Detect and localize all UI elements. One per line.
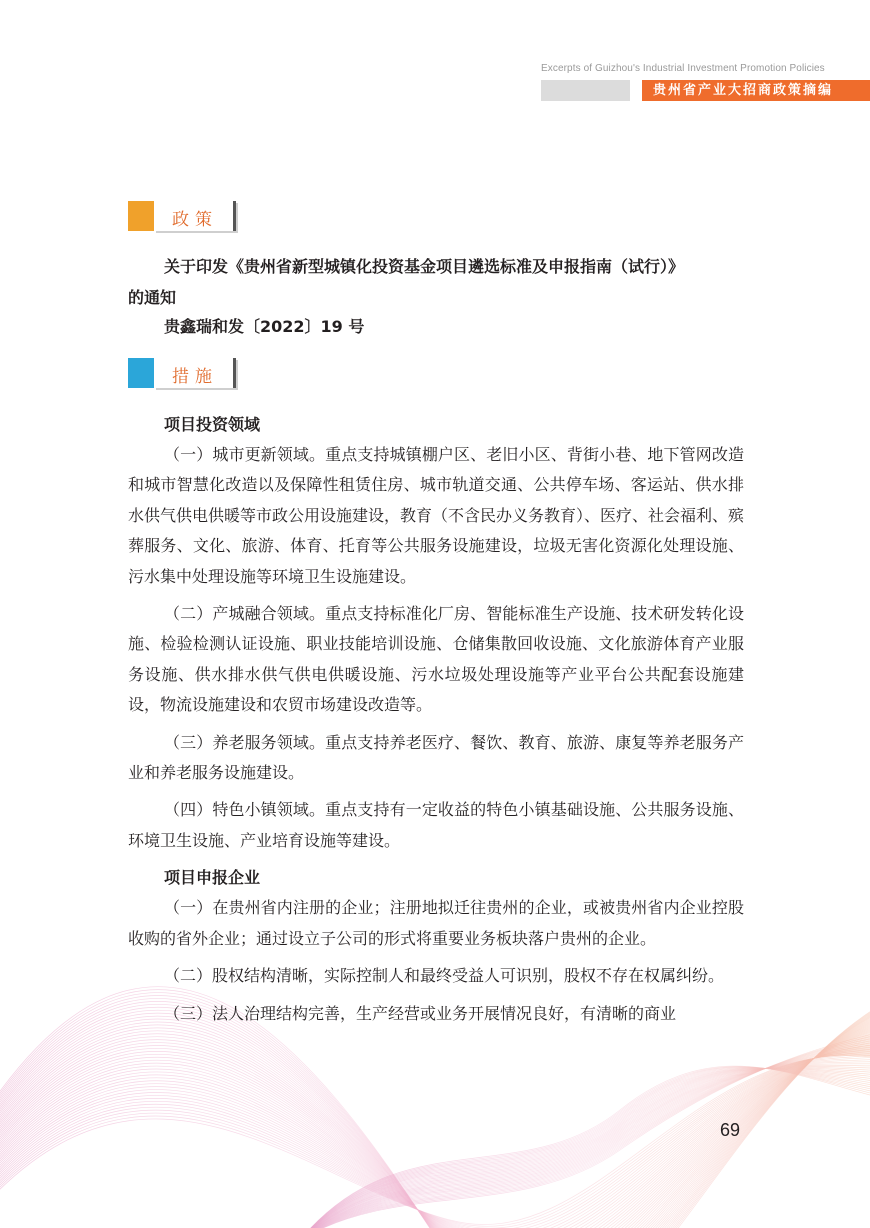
paragraph: （二）产城融合领域。重点支持标准化厂房、智能标准生产设施、技术研发转化设施、检验检测认证设施、职业技能培训设施、仓储集散回收设施、文化旅游体育产业服务设施、供水排水供气供电供暖设施、污水垃圾处理设施等产业平台公共配套设施建设，物流设施建设和农贸市场建设改造等。 (128, 604, 744, 715)
document-title-line2: 的通知 (128, 288, 177, 307)
wave-line (300, 1065, 870, 1228)
wave-line (300, 1064, 870, 1228)
wave-line (300, 1068, 870, 1228)
wave-line (300, 1067, 870, 1228)
section-heading-applicant-enterprises: 项目申报企业 (164, 868, 261, 888)
wave-line (300, 1067, 870, 1228)
measures-tag-label: 措施 (172, 367, 218, 387)
wave-line (300, 1068, 870, 1228)
wave-line (300, 1057, 870, 1228)
wave-line (300, 1035, 870, 1228)
wave-line (300, 1066, 870, 1228)
policy-tag-accent (128, 201, 154, 231)
wave-line (300, 1042, 870, 1228)
wave-line (300, 1068, 870, 1228)
wave-line (300, 1067, 870, 1228)
document-title-line1: 关于印发《贵州省新型城镇化投资基金项目遴选标准及申报指南（试行）》 (164, 257, 685, 276)
wave-line (300, 1044, 870, 1228)
measures-tag (128, 358, 238, 388)
section-heading-investment-fields: 项目投资领域 (164, 415, 261, 434)
wave-line (300, 1049, 870, 1228)
wave-line (0, 1054, 870, 1228)
header-gray-bar (541, 80, 630, 101)
wave-line (300, 1068, 870, 1228)
paragraph: （一）在贵州省内注册的企业；注册地拟迁往贵州的企业，或被贵州省内企业控股收购的省外企业；通过设立子公司的形式将重要业务板块落户贵州的企业。 (128, 898, 744, 948)
wave-line (300, 1054, 870, 1228)
wave-line (300, 1047, 870, 1228)
document-number: 贵鑫瑞和发〔2022〕19 号 (164, 317, 365, 336)
wave-line (0, 1004, 870, 1228)
wave-line (300, 1067, 870, 1228)
wave-line (300, 1068, 870, 1228)
paragraph: （二）股权结构清晰，实际控制人和最终受益人可识别，股权不存在权属纠纷。 (164, 966, 725, 986)
header-badge: 贵州省产业大招商政策摘编 (642, 80, 870, 101)
paragraph: （四）特色小镇领域。重点支持有一定收益的特色小镇基础设施、公共服务设施、环境卫生设施、产业培育设施等建设。 (128, 800, 744, 850)
wave-line (300, 1030, 870, 1228)
wave-line (300, 1032, 870, 1228)
header-english-subtitle: Excerpts of Guizhou's Industrial Investment Promotion Policies (541, 63, 825, 74)
paragraph: （三）养老服务领域。重点支持养老医疗、餐饮、教育、旅游、康复等养老服务产业和养老服务设施建设。 (128, 732, 744, 783)
body-content (128, 410, 744, 1036)
policy-tag (128, 201, 238, 231)
document-title (128, 251, 750, 313)
wave-line (300, 1068, 870, 1228)
wave-line (300, 1037, 870, 1228)
page-number: 69 (720, 1120, 741, 1140)
measures-tag-accent (128, 358, 154, 388)
wave-line (300, 1068, 870, 1228)
paragraph: （三）法人治理结构完善，生产经营或业务开展情况良好，有清晰的商业 (164, 1003, 677, 1023)
wave-line (300, 1066, 870, 1228)
wave-line (300, 1052, 870, 1228)
wave-line (300, 1061, 870, 1228)
wave-line (300, 1040, 870, 1228)
wave-line (300, 1059, 870, 1228)
paragraph: （一）城市更新领域。重点支持城镇棚户区、老旧小区、背街小巷、地下管网改造和城市智慧化改造以及保障性租赁住房、城市轨道交通、公共停车场、客运站、供水排水供气供电供暖等市政公用设施建设，教育（不含民办义务教育）、医疗、社会福利、殡葬服务、文化、旅游、体育、托育等公共服务设施建设，垃圾无害化资源化处理设施、污水集中处理设施等环境卫生设施建设。 (128, 445, 745, 586)
wave-line (0, 1007, 870, 1228)
wave-line (300, 1068, 870, 1228)
policy-tag-label: 政策 (172, 210, 218, 230)
